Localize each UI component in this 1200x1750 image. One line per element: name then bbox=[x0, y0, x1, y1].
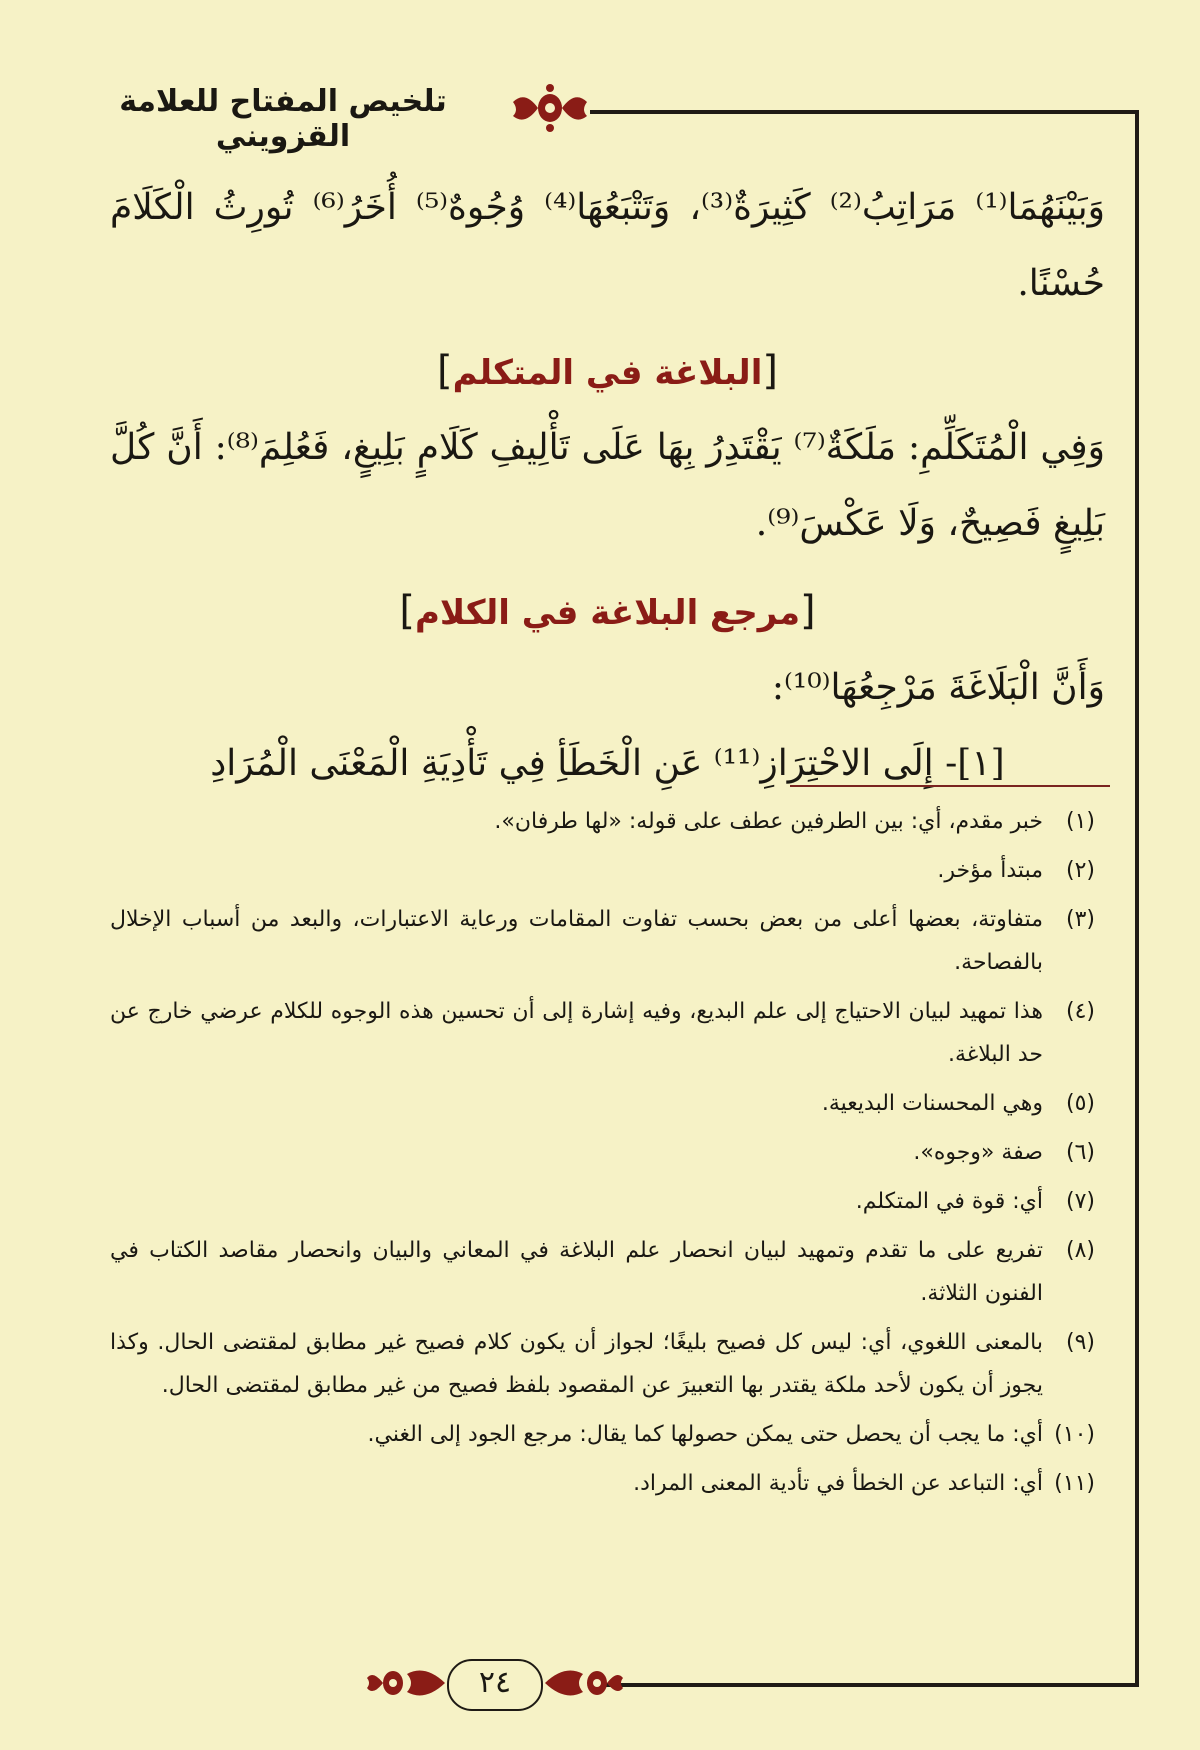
footnote-number: (١١) bbox=[1054, 1471, 1095, 1496]
footnote-number: (٤) bbox=[1065, 999, 1095, 1024]
footnote-text: مبتدأ مؤخر. bbox=[937, 858, 1043, 883]
footnote-text: أي: التباعد عن الخطأ في تأدية المعنى المراد. bbox=[633, 1471, 1043, 1496]
footnote-7 bbox=[110, 1180, 1095, 1223]
footnote-10 bbox=[110, 1413, 1095, 1456]
footnote-number: (٥) bbox=[1065, 1091, 1095, 1116]
footnote-5 bbox=[110, 1082, 1095, 1125]
footnote-number: (١٠) bbox=[1054, 1422, 1095, 1447]
footnote-3 bbox=[110, 898, 1095, 984]
header-ornament-icon bbox=[505, 80, 595, 136]
page-number: ٢٤ bbox=[478, 1665, 512, 1700]
footnote-1 bbox=[110, 800, 1095, 843]
list-item-1: [١]- إِلَى الاحْتِرَازِ⁽¹¹⁾ عَنِ الْخَطَأِ فِي تَأْدِيَةِ الْمَعْنَى الْمُرَادِ bbox=[210, 743, 1005, 784]
footnote-number: (٦) bbox=[1065, 1140, 1095, 1165]
footnote-text: بالمعنى اللغوي، أي: ليس كل فصيح بليغًا؛ لجواز أن يكون كلام فصيح غير مطابق لمقتضى الحال. وكذا يجوز أن يكون لأحد ملكة يقتدر بها التعبيرَ عن المقصود بلفظ فصيح من غير مطابق لمقتضى الحال. bbox=[110, 1330, 1043, 1398]
footnote-separator bbox=[790, 785, 1110, 787]
paragraph-2: وَفِي الْمُتَكَلِّمِ: مَلَكَةٌ⁽⁷⁾ يَقْتَدِرُ بِهَا عَلَى تَأْلِيفِ كَلَامٍ بَلِيغٍ، فَعُلِمَ⁽⁸⁾: أَنَّ كُلَّ بَلِيغٍ فَصِيحٌ، وَلَا عَكْسَ⁽⁹⁾. bbox=[110, 427, 1105, 544]
footnotes bbox=[110, 800, 1095, 1511]
footnote-2 bbox=[110, 849, 1095, 892]
footnote-text: أي: ما يجب أن يحصل حتى يمكن حصولها كما يقال: مرجع الجود إلى الغني. bbox=[367, 1422, 1043, 1447]
footnote-number: (٩) bbox=[1065, 1330, 1095, 1355]
footnote-number: (٧) bbox=[1065, 1189, 1095, 1214]
section-heading-2-text: مرجع البلاغة في الكلام bbox=[415, 593, 800, 633]
paragraph-1: وَبَيْنَهُمَا⁽¹⁾ مَرَاتِبُ⁽²⁾ كَثِيرَةٌ⁽³⁾، وَتَتْبَعُهَا⁽⁴⁾ وُجُوهٌ⁽⁵⁾ أُخَرُ⁽⁶⁾ تُورِثُ الْكَلَامَ حُسْنًا. bbox=[110, 187, 1106, 304]
footnote-text: تفريع على ما تقدم وتمهيد لبيان انحصار علم البلاغة في المعاني والبيان وانحصار مقاصد الكتاب في الفنون الثلاثة. bbox=[110, 1238, 1043, 1306]
frame-right-line bbox=[1135, 112, 1139, 1627]
footnote-text: صفة «وجوه». bbox=[913, 1140, 1043, 1165]
footer-ornament-left-icon bbox=[365, 1660, 447, 1706]
footnote-8 bbox=[110, 1229, 1095, 1315]
section-heading-1-text: البلاغة في المتكلم bbox=[452, 353, 763, 393]
section-heading-1: [البلاغة في المتكلم] bbox=[437, 348, 778, 394]
main-text bbox=[110, 170, 1105, 802]
section-heading-2: [مرجع البلاغة في الكلام] bbox=[399, 588, 816, 634]
footnote-number: (٨) bbox=[1065, 1238, 1095, 1263]
footnote-text: متفاوتة، بعضها أعلى من بعض بحسب تفاوت المقامات ورعاية الاعتبارات، والبعد من أسباب الإخلال بالفصاحة. bbox=[110, 907, 1043, 975]
footnote-number: (١) bbox=[1065, 809, 1095, 834]
footer-ornament-right-icon bbox=[543, 1660, 625, 1706]
footnote-number: (٣) bbox=[1065, 907, 1095, 932]
footnote-11 bbox=[110, 1462, 1095, 1505]
footnote-text: هذا تمهيد لبيان الاحتياج إلى علم البديع، وفيه إشارة إلى أن تحسين هذه الوجوه للكلام عرضي خارج عن حد البلاغة. bbox=[110, 999, 1043, 1067]
running-title: تلخيص المفتاح للعلامة القزويني bbox=[119, 84, 447, 154]
footnote-4 bbox=[110, 990, 1095, 1076]
paragraph-3: وَأَنَّ الْبَلَاغَةَ مَرْجِعُهَا⁽¹⁰⁾: bbox=[771, 667, 1105, 708]
footnote-number: (٢) bbox=[1065, 858, 1095, 883]
footnote-6 bbox=[110, 1131, 1095, 1174]
footnote-text: أي: قوة في المتكلم. bbox=[855, 1189, 1043, 1214]
footnote-text: خبر مقدم، أي: بين الطرفين عطف على قوله: «لها طرفان». bbox=[494, 809, 1043, 834]
footnote-text: وهي المحسنات البديعية. bbox=[821, 1091, 1043, 1116]
footnote-9 bbox=[110, 1321, 1095, 1407]
